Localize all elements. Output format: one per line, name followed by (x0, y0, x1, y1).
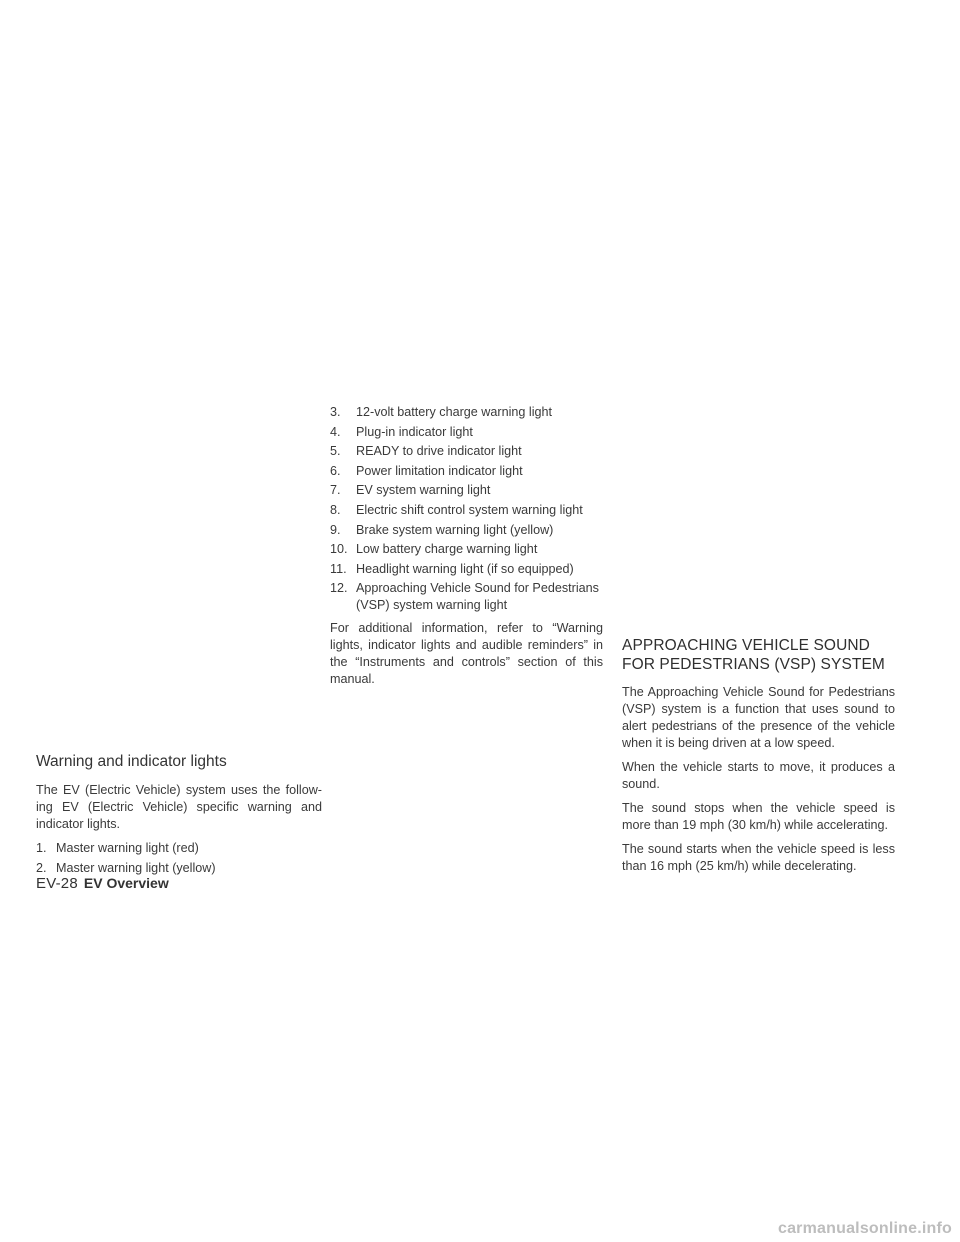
list-item: 8. Electric shift control system warning light (330, 502, 583, 517)
vsp-paragraph: The Approaching Vehicle Sound for Pedestrians (VSP) system is a function that uses sound to alert pedestrians of the presence of the vehicle when it is being driven at a low speed. (622, 685, 895, 750)
page-footer (36, 875, 169, 892)
reference-note: For additional information, refer to “Warning lights, indicator lights and audible reminders” in the “Instruments and controls” section of this manual. (330, 621, 603, 687)
list-item: 6. Power limitation indicator light (330, 463, 523, 478)
page-number: EV-28 (36, 875, 78, 892)
list-item: 5. READY to drive indicator light (330, 444, 522, 459)
watermark: carmanualsonline.info (777, 1220, 952, 1237)
list-item: 10. Low battery charge warning light (330, 542, 538, 557)
list-item: 3. 12-volt battery charge warning light (330, 405, 553, 419)
list-item: 12. Approaching Vehicle Sound for Pedestrians (VSP) system warning light (330, 581, 599, 613)
vsp-section-heading: APPROACHING VEHICLE SOUND FOR PEDESTRIANS (VSP) SYSTEM (622, 637, 885, 673)
list-item: 7. EV system warning light (330, 483, 491, 498)
list-item: 9. Brake system warning light (yellow) (330, 522, 554, 537)
warning-lights-list-part1 (36, 840, 322, 877)
intro-paragraph: The EV (Electric Vehicle) system uses the follow-ing EV (Electric Vehicle) specific warning and indicator lights. (36, 783, 322, 831)
section-subheading: Warning and indicator lights (36, 753, 227, 770)
middle-column (330, 404, 603, 695)
list-item: 11. Headlight warning light (if so equipped) (330, 561, 574, 576)
right-column (622, 636, 895, 882)
list-item: 2. Master warning light (yellow) (36, 860, 216, 875)
list-item: 1. Master warning light (red) (36, 841, 199, 855)
vsp-paragraph: The sound stops when the vehicle speed is more than 19 mph (30 km/h) while accelerating. (622, 801, 895, 832)
footer-section-title: EV Overview (83, 875, 169, 891)
left-column (36, 752, 322, 883)
vsp-paragraph: When the vehicle starts to move, it produces a sound. (622, 760, 895, 791)
list-item: 4. Plug-in indicator light (330, 424, 473, 439)
warning-lights-list-part2 (330, 404, 603, 614)
vsp-paragraph: The sound starts when the vehicle speed is less than 16 mph (25 km/h) while decelerating. (622, 842, 895, 873)
